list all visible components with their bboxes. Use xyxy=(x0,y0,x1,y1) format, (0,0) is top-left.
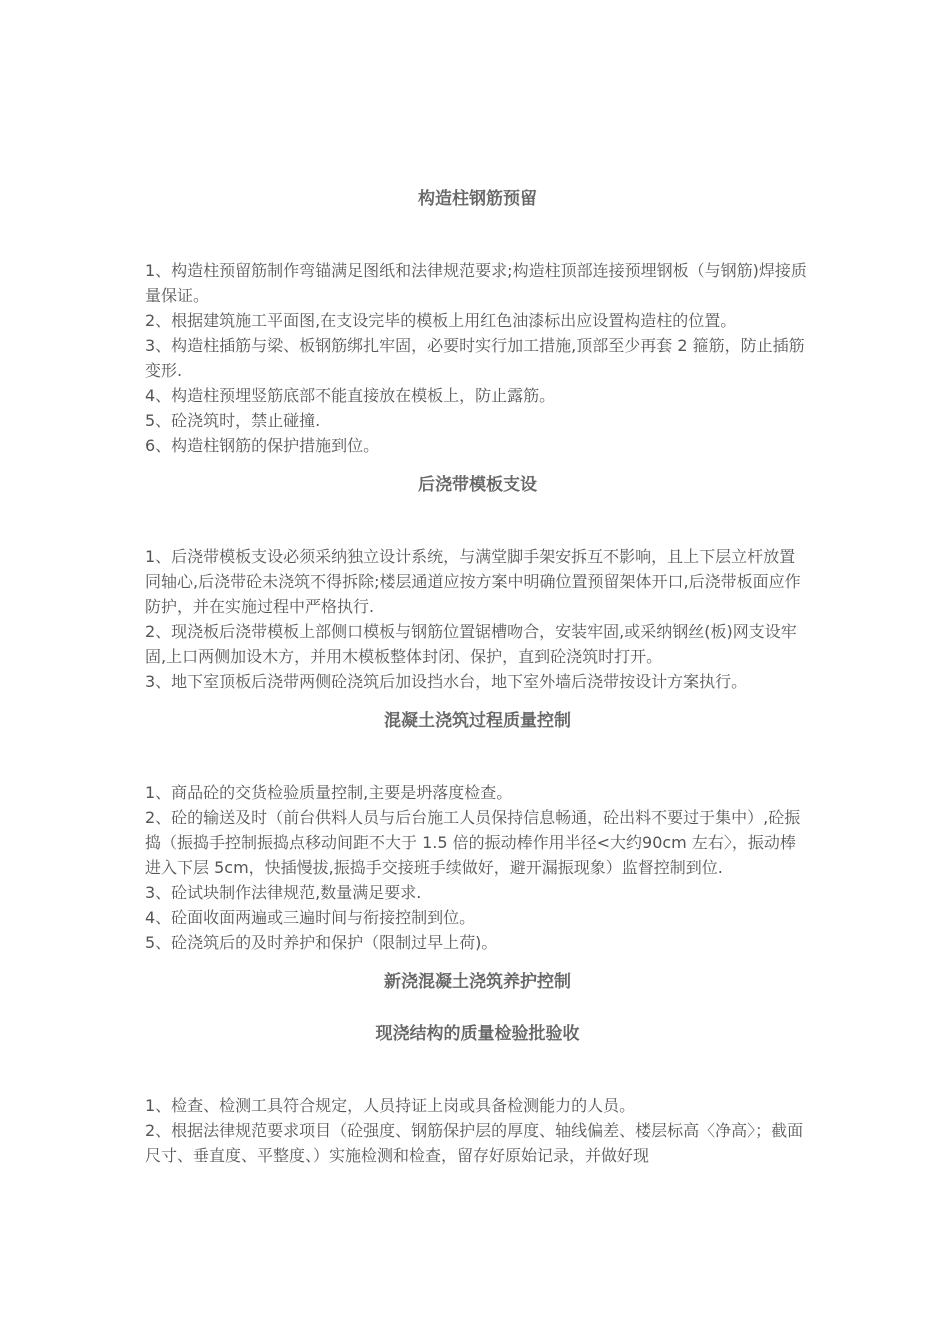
list-item: 1、构造柱预留筋制作弯锚满足图纸和法律规范要求;构造柱顶部连接预埋钢板（与钢筋)焊接质量保证。 xyxy=(145,261,807,305)
list-item: 2、根据法律规范要求项目（砼强度、钢筋保护层的厚度、轴线偏差、楼层标高〈净高〉；截面尺寸、垂直度、平整度、）实施检测和检查，留存好原始记录，并做好现 xyxy=(145,1121,804,1165)
list-item: 1、后浇带模板支设必须采纳独立设计系统，与满堂脚手架安拆互不影响，且上下层立杆放置同轴心,后浇带砼未浇筑不得拆除;楼层通道应按方案中明确位置预留架体开口,后浇带板面应作防护，并在实施过程中严格执行. xyxy=(145,547,801,616)
section-title: 后浇带模板支设 xyxy=(418,475,537,495)
spacer xyxy=(145,458,810,472)
section-title: 混凝土浇筑过程质量控制 xyxy=(384,711,571,731)
spacer xyxy=(145,995,810,1021)
list-item: 1、检查、检测工具符合规定，人员持证上岗或具备检测能力的人员。 xyxy=(145,1096,636,1115)
list-item: 5、砼浇筑时，禁止碰撞. xyxy=(145,411,321,430)
spacer xyxy=(145,955,810,969)
spacer xyxy=(145,1047,810,1093)
list-item: 2、砼的输送及时（前台供料人员与后台施工人员保持信息畅通，砼出料不要过于集中）,砼振捣（振捣手控制振捣点移动间距不大于 1.5 倍的振动棒作用半径<大约90cm 左右〉，振动棒进入下层 5cm，快插慢拔,振捣手交接班手续做好，避开漏振现象）监督控制到位. xyxy=(145,808,801,877)
list-item: 5、砼浇筑后的及时养护和保护（限制过早上荷)。 xyxy=(145,933,498,952)
section-title: 构造柱钢筋预留 xyxy=(418,189,537,209)
spacer xyxy=(145,694,810,708)
document-page xyxy=(145,186,810,1168)
list-item: 4、构造柱预埋竖筋底部不能直接放在模板上，防止露筋。 xyxy=(145,386,556,405)
list-item: 3、地下室顶板后浇带两侧砼浇筑后加设挡水台，地下室外墙后浇带按设计方案执行。 xyxy=(145,672,748,691)
spacer xyxy=(145,212,810,258)
list-item: 1、商品砼的交货检验质量控制,主要是坍落度检查。 xyxy=(145,783,513,802)
spacer xyxy=(145,498,810,544)
list-item: 4、砼面收面两遍或三遍时间与衔接控制到位。 xyxy=(145,908,476,927)
list-item: 3、砼试块制作法律规范,数量满足要求. xyxy=(145,883,422,902)
list-item: 6、构造柱钢筋的保护措施到位。 xyxy=(145,436,380,455)
section-title: 现浇结构的质量检验批验收 xyxy=(375,1024,580,1044)
spacer xyxy=(145,734,810,780)
list-item: 2、现浇板后浇带模板上部侧口模板与钢筋位置锯槽吻合，安装牢固,或采纳钢丝(板)网支设牢固,上口两侧加设木方，并用木模板整体封闭、保护，直到砼浇筑时打开。 xyxy=(145,622,797,666)
list-item: 2、根据建筑施工平面图,在支设完毕的模板上用红色油漆标出应设置构造柱的位置。 xyxy=(145,311,737,330)
section-title: 新浇混凝土浇筑养护控制 xyxy=(384,972,571,992)
list-item: 3、构造柱插筋与梁、板钢筋绑扎牢固，必要时实行加工措施,顶部至少再套 2 箍筋，防止插筋变形. xyxy=(145,336,805,380)
